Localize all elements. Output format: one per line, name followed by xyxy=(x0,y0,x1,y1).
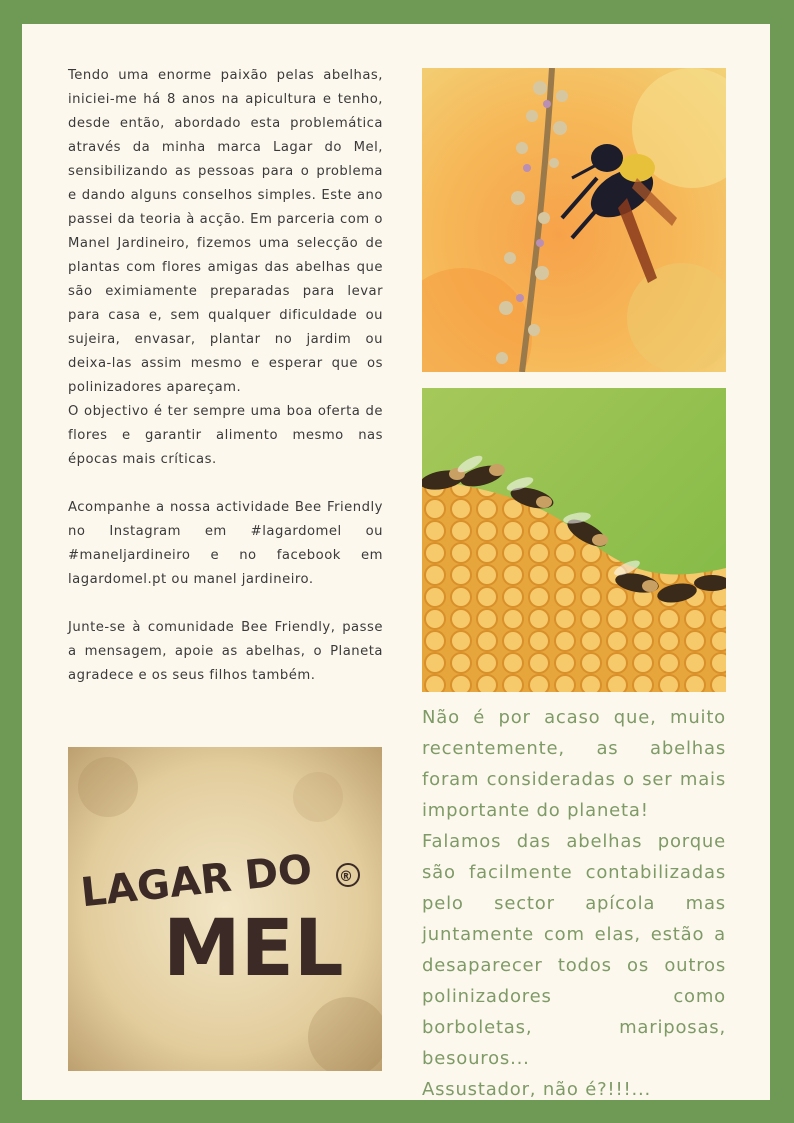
highlight-paragraph-3: Assustador, não é?!!!... xyxy=(422,1079,652,1100)
page xyxy=(22,24,770,1100)
social-paragraph: Acompanhe a nossa actividade Bee Friendly no Instagram em #lagardomel ou #maneljardineiro e no facebook em lagardomel.pt ou manel jardineiro. xyxy=(68,500,383,587)
registered-mark: ® xyxy=(339,869,353,885)
logo-line-2: MEL xyxy=(163,904,344,994)
left-text-column xyxy=(68,64,383,712)
intro-paragraph: Tendo uma enorme paixão pelas abelhas, iniciei-me há 8 anos na apicultura e tenho, desde então, abordado esta problemática através da minha marca Lagar do Mel, sensibilizando as pessoas para o problema e dando alguns conselhos simples. Este ano passei da teoria à acção. Em parceria com o Manel Jardineiro, fizemos uma selecção de plantas com flores amigas das abelhas que são eximiamente preparadas para levar para casa e, sem qualquer dificuldade ou sujeira, envasar, plantar no jardim ou deixa-las assim mesmo e esperar que os polinizadores apareçam. xyxy=(68,68,383,395)
bee-on-flower-photo xyxy=(422,68,726,372)
lagar-do-mel-logo xyxy=(68,747,382,1071)
highlight-paragraph-1: Não é por acaso que, muito recentemente, as abelhas foram consideradas o ser mais importante do planeta! xyxy=(422,707,726,821)
bees-on-honeycomb-photo xyxy=(422,388,726,692)
objective-paragraph: O objectivo é ter sempre uma boa oferta de flores e garantir alimento mesmo nas épocas mais críticas. xyxy=(68,404,383,467)
highlight-paragraph-2: Falamos das abelhas porque são facilmente contabilizadas pelo sector apícola mas juntamente com elas, estão a desaparecer todos os outros polinizadores como borboletas, mariposas, besouros... xyxy=(422,831,726,1069)
logo-line-1: LAGAR DO xyxy=(78,846,315,917)
right-text-column xyxy=(422,702,726,1105)
community-paragraph: Junte-se à comunidade Bee Friendly, passe a mensagem, apoie as abelhas, o Planeta agradece e os seus filhos também. xyxy=(68,620,383,683)
